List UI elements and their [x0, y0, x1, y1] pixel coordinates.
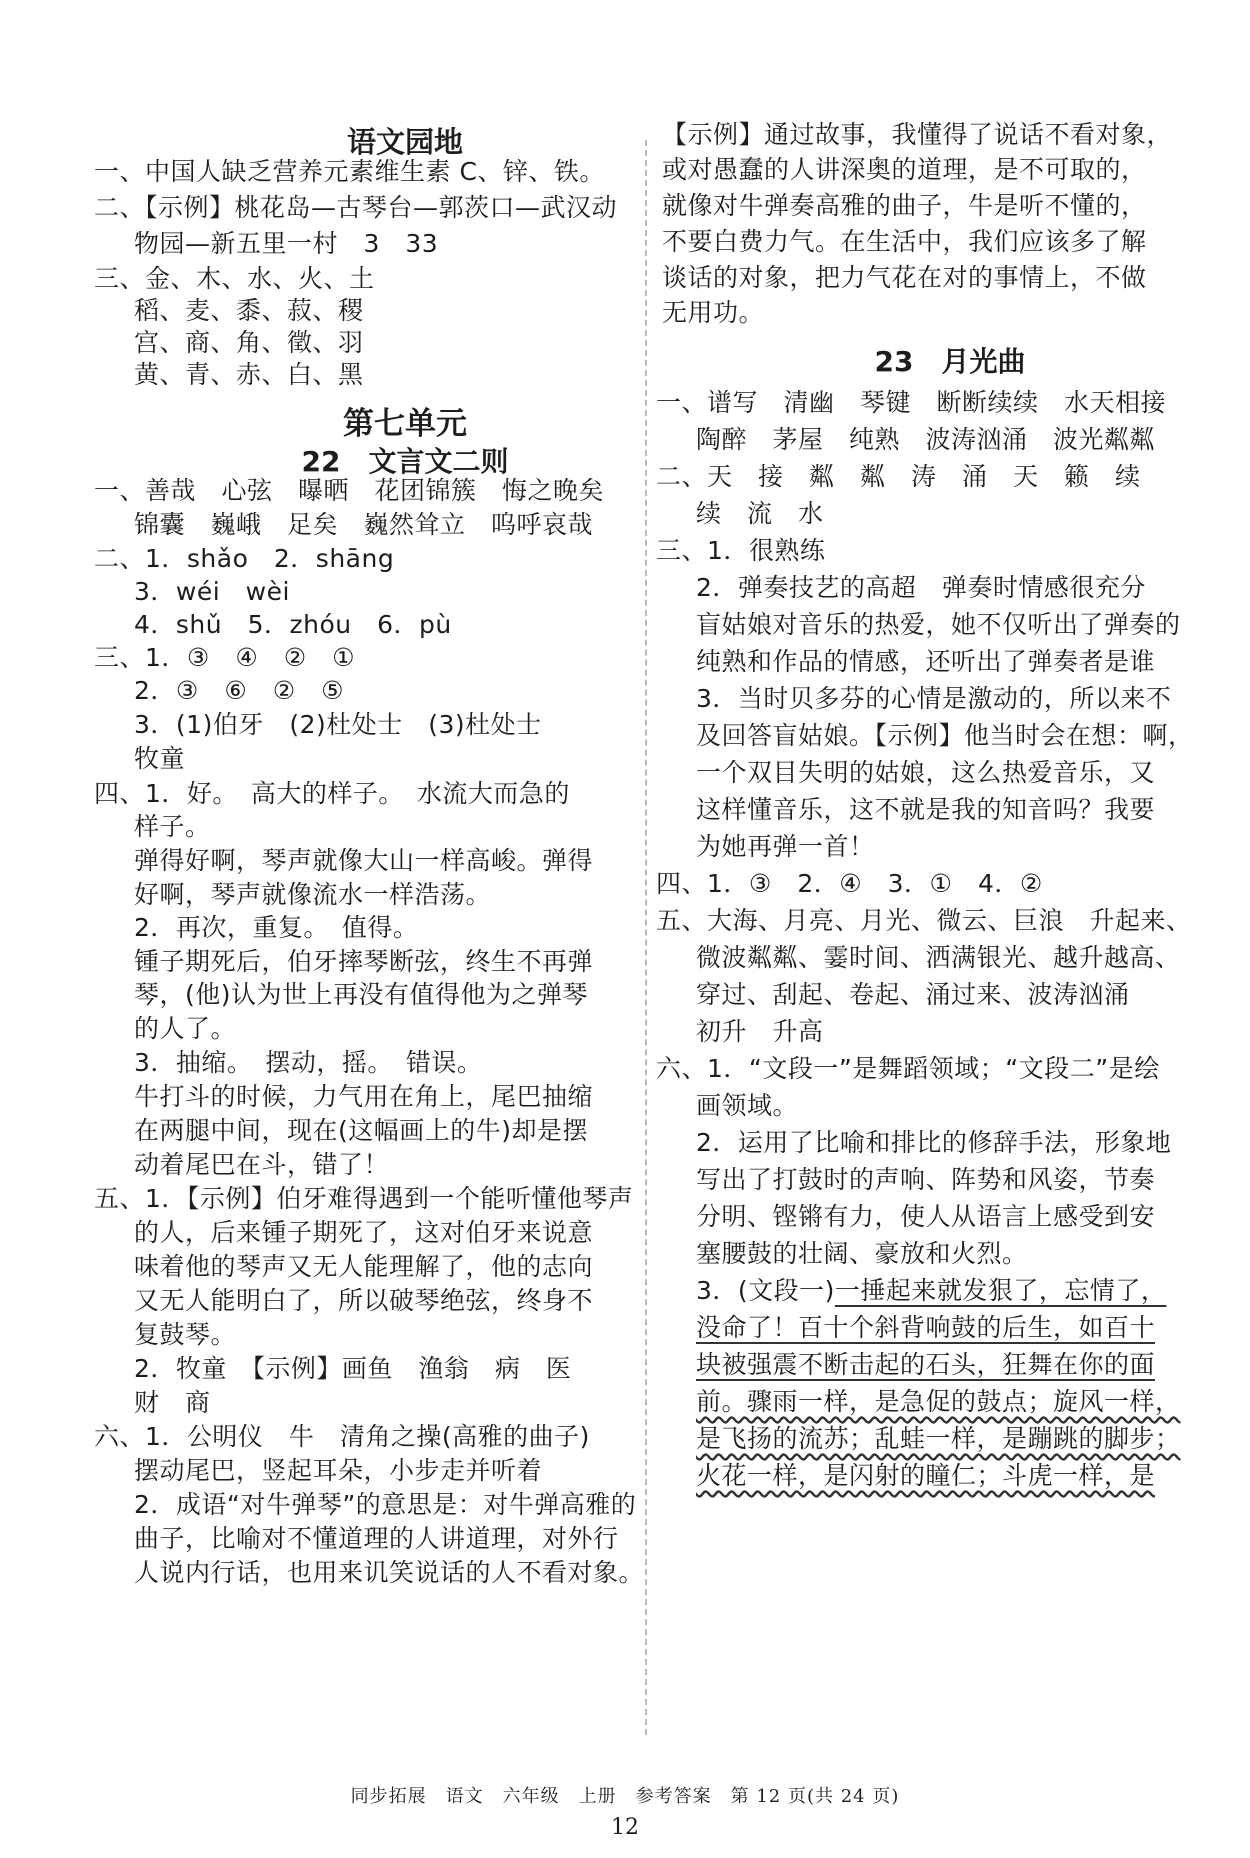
garden-line: 黄、青、赤、白、黑 — [134, 360, 364, 389]
unit-title: 第七单元 — [343, 406, 467, 442]
garden-line: 物园—新五里一村 3 33 — [134, 229, 439, 258]
example-line: 谈话的对象，把力气花在对的事情上，不做 — [662, 263, 1147, 292]
garden-line: 一、中国人缺乏营养元素维生素 C、锌、铁。 — [94, 157, 605, 186]
column-divider — [645, 140, 647, 1735]
lesson23-line: 微波粼粼、霎时间、洒满银光、越升越高、 — [696, 943, 1181, 972]
lesson23-line: 续 流 水 — [696, 499, 824, 528]
q3-line — [696, 1276, 1166, 1306]
lesson23-line: 陶醉 茅屋 纯熟 波涛汹涌 波光粼粼 — [696, 425, 1156, 454]
lesson22-line: 四、1．好。 高大的样子。 水流大而急的 — [94, 779, 570, 808]
q3-wavy-line: 火花一样，是闪射的瞳仁；斗虎一样，是 — [696, 1461, 1156, 1490]
example-line: 就像对牛弹奏高雅的曲子，牛是听不懂的， — [662, 191, 1147, 220]
example-line: 【示例】通过故事，我懂得了说话不看对象， — [662, 120, 1173, 149]
lesson22-line: 样子。 — [134, 812, 211, 841]
lesson23-line: 初升 升高 — [696, 1017, 824, 1046]
q3-wavy-line: 是飞扬的流苏；乱蛙一样，是蹦跳的脚步； — [696, 1424, 1181, 1453]
q3-prefix: 3．(文段一) — [696, 1276, 835, 1305]
q3-underlined-line: 块被强震不断击起的石头，狂舞在你的面 — [696, 1350, 1156, 1379]
lesson22-line: 4．shǔ 5．zhóu 6．pù — [134, 610, 452, 639]
lesson22-line: 一、善哉 心弦 曝晒 花团锦簇 悔之晚矣 — [94, 476, 605, 505]
lesson22-line: 的人了。 — [134, 1014, 237, 1043]
lesson23-line: 二、天 接 粼 粼 涛 涌 天 籁 续 — [656, 462, 1141, 491]
lesson22-line: 牧童 — [134, 744, 186, 773]
q3-underlined-line: 没命了！百十个斜背响鼓的后生，如百十 — [696, 1313, 1156, 1342]
garden-line: 二、【示例】桃花岛—古琴台—郭茨口—武汉动 — [94, 193, 618, 222]
lesson22-line: 又无人能明白了，所以破琴绝弦，终身不 — [134, 1286, 594, 1315]
lesson22-line: 动着尾巴在斗，错了！ — [134, 1150, 390, 1179]
lesson23-line: 2．运用了比喻和排比的修辞手法，形象地 — [696, 1128, 1172, 1157]
lesson22-line: 好啊，琴声就像流水一样浩荡。 — [134, 880, 492, 909]
lesson22-line: 牛打斗的时候，力气用在角上，尾巴抽缩 — [134, 1082, 594, 1111]
lesson22-line: 在两腿中间，现在(这幅画上的牛)却是摆 — [134, 1116, 589, 1145]
lesson23-line: 2．弹奏技艺的高超 弹奏时情感很充分 — [696, 573, 1146, 602]
lesson23-line: 盲姑娘对音乐的热爱，她不仅听出了弹奏的 — [696, 610, 1181, 639]
example-line: 或对愚蠢的人讲深奥的道理，是不可取的， — [662, 155, 1147, 184]
lesson23-line: 及回答盲姑娘。【示例】他当时会在想：啊， — [696, 721, 1194, 750]
lesson22-line: 琴，(他)认为世上再没有值得他为之弹琴 — [134, 980, 589, 1009]
garden-line: 稻、麦、黍、菽、稷 — [134, 296, 364, 325]
section-title-garden: 语文园地 — [346, 125, 463, 159]
lesson22-line: 复鼓琴。 — [134, 1320, 237, 1349]
lesson23-line: 分明、铿锵有力，使人从语言上感受到安 — [696, 1202, 1156, 1231]
example-line: 无用功。 — [662, 298, 765, 327]
lesson22-line: 财 商 — [134, 1388, 211, 1417]
lesson23-line: 3．当时贝多芬的心情是激动的，所以来不 — [696, 684, 1172, 713]
lesson22-line: 2．牧童 【示例】画鱼 渔翁 病 医 — [134, 1354, 572, 1383]
lesson23-line: 为她再弹一首！ — [696, 832, 875, 861]
lesson23-line: 四、1．③ 2．④ 3．① 4．② — [656, 869, 1043, 898]
lesson23-line: 一个双目失明的姑娘，这么热爱音乐，又 — [696, 758, 1156, 787]
lesson22-line: 三、1．③ ④ ② ① — [94, 643, 356, 672]
lesson-title-23: 23 月光曲 — [874, 345, 1026, 378]
lesson23-line: 纯熟和作品的情感，还听出了弹奏者是谁 — [696, 647, 1156, 676]
page-number: 12 — [611, 1815, 639, 1840]
lesson23-line: 六、1．“文段一”是舞蹈领域；“文段二”是绘 — [656, 1054, 1160, 1083]
lesson22-line: 3．(1)伯牙 (2)杜处士 (3)杜处士 — [134, 710, 542, 739]
footer-meta: 同步拓展 语文 六年级 上册 参考答案 第 12 页(共 24 页) — [350, 1786, 900, 1807]
lesson22-line: 曲子，比喻对不懂道理的人讲道理，对外行 — [134, 1524, 619, 1553]
lesson23-line: 塞腰鼓的壮阔、豪放和火烈。 — [696, 1239, 1028, 1268]
lesson22-line: 3．抽缩。 摆动，摇。 错误。 — [134, 1048, 483, 1077]
lesson22-line: 的人，后来锺子期死了，这对伯牙来说意 — [134, 1218, 594, 1247]
lesson22-line: 摆动尾巴，竖起耳朵，小步走并听着 — [134, 1456, 543, 1485]
lesson22-line: 2．③ ⑥ ② ⑤ — [134, 676, 345, 705]
lesson22-line: 五、1．【示例】伯牙难得遇到一个能听懂他琴声 — [94, 1184, 634, 1213]
lesson22-line: 3．wéi wèi — [134, 577, 290, 606]
lesson22-line: 二、1．shǎo 2．shāng — [94, 544, 395, 573]
lesson22-line: 弹得好啊，琴声就像大山一样高峻。弹得 — [134, 846, 594, 875]
lesson23-line: 穿过、刮起、卷起、涌过来、波涛汹涌 — [696, 980, 1130, 1009]
q3-underlined-text: 一捶起来就发狠了，忘情了， — [834, 1276, 1167, 1305]
lesson22-line: 六、1．公明仪 牛 清角之操(高雅的曲子) — [94, 1422, 590, 1451]
lesson22-line: 人说内行话，也用来讥笑说话的人不看对象。 — [134, 1558, 645, 1587]
lesson23-line: 五、大海、月亮、月光、微云、巨浪 升起来、 — [656, 906, 1192, 935]
lesson22-line: 味着他的琴声又无人能理解了，他的志向 — [134, 1252, 594, 1281]
lesson22-line: 锺子期死后，伯牙摔琴断弦，终生不再弹 — [134, 947, 594, 976]
lesson23-line: 画领域。 — [696, 1091, 799, 1120]
lesson22-line: 2．再次，重复。 值得。 — [134, 913, 419, 942]
lesson22-line: 2．成语“对牛弹琴”的意思是：对牛弹高雅的 — [134, 1490, 637, 1519]
lesson22-line: 锦囊 巍峨 足矣 巍然耸立 呜呼哀哉 — [134, 510, 594, 539]
lesson23-line: 这样懂音乐，这不就是我的知音吗？我要 — [696, 795, 1156, 824]
example-line: 不要白费力气。在生活中，我们应该多了解 — [662, 227, 1147, 256]
garden-line: 宫、商、角、徵、羽 — [134, 328, 364, 357]
lesson23-line: 一、谱写 清幽 琴键 断断续续 水天相接 — [656, 388, 1167, 417]
lesson-title-22: 22 文言文二则 — [301, 445, 509, 478]
lesson23-line: 写出了打鼓时的声响、阵势和风姿，节奏 — [696, 1165, 1156, 1194]
lesson23-line: 三、1．很熟练 — [656, 536, 826, 565]
q3-wavy-line: 前。骤雨一样，是急促的鼓点；旋风一样， — [696, 1387, 1181, 1416]
garden-line: 三、金、木、水、火、土 — [94, 264, 375, 293]
